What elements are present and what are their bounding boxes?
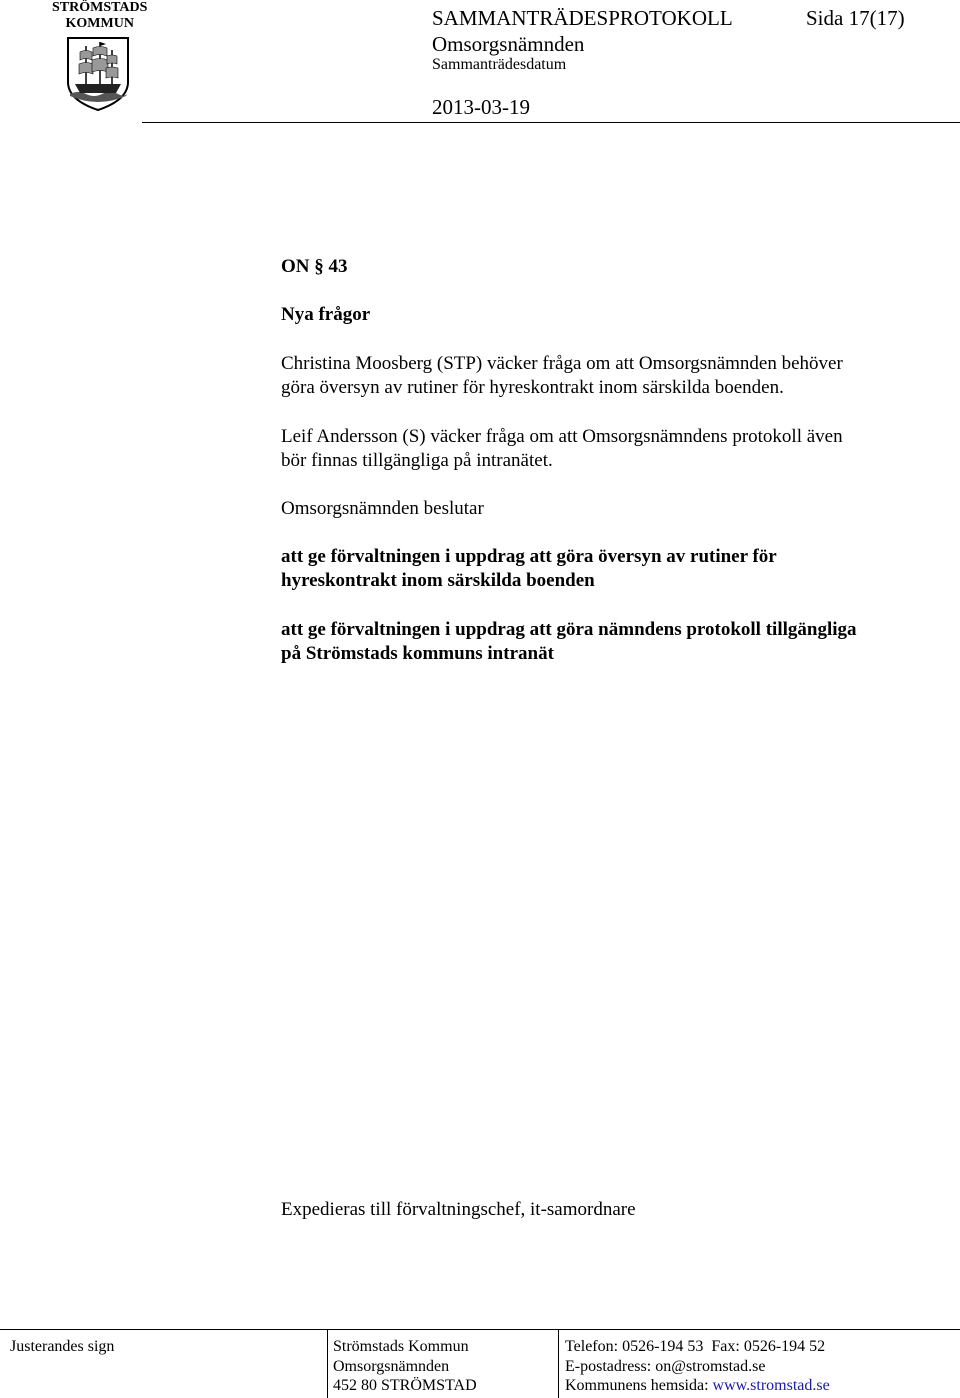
- decision-line: att ge förvaltningen i uppdrag att göra översyn av rutiner för: [281, 546, 777, 567]
- decision-item: [281, 618, 857, 666]
- footer-committee: Omsorgsnämnden: [333, 1357, 450, 1375]
- meeting-date: 2013-03-19: [432, 95, 530, 119]
- paragraph-line: bör finnas tillgängliga på intranätet.: [281, 450, 553, 471]
- decision-item: [281, 545, 777, 593]
- paragraph-line: göra översyn av rutiner för hyreskontrakt inom särskilda boenden.: [281, 377, 784, 398]
- municipality-name: [52, 0, 147, 32]
- signature-label: Justerandes sign: [10, 1338, 115, 1355]
- footer-organization: [333, 1337, 477, 1396]
- paragraph-line: Leif Andersson (S) väcker fråga om att Omsorgsnämndens protokoll även: [281, 426, 843, 447]
- footer-phone-fax: [565, 1337, 830, 1357]
- dispatch-note: Expedieras till förvaltningschef, it-samordnare: [281, 1199, 636, 1220]
- footer-fax: Fax: 0526-194 52: [711, 1338, 826, 1355]
- footer-phone: Telefon: 0526-194 53: [565, 1338, 704, 1355]
- footer-website-label: Kommunens hemsida:: [565, 1377, 709, 1394]
- footer-email[interactable]: E-postadress: on@stromstad.se: [565, 1357, 766, 1375]
- page-number: Sida 17(17): [806, 6, 905, 30]
- decision-heading: Omsorgsnämnden beslutar: [281, 498, 484, 519]
- section-title: Nya frågor: [281, 304, 371, 325]
- municipality-name-line-1: STRÖMSTADS: [52, 0, 148, 15]
- footer-website-line: [565, 1376, 830, 1396]
- paragraph: [281, 425, 843, 473]
- footer-address: 452 80 STRÖMSTAD: [333, 1377, 477, 1394]
- footer-contact: [565, 1337, 830, 1396]
- section-number: ON § 43: [281, 256, 348, 277]
- header-divider: [142, 122, 960, 123]
- meeting-date-label: Sammanträdesdatum: [432, 56, 567, 73]
- municipal-crest-ship-icon: [66, 36, 130, 112]
- committee-name: Omsorgsnämnden: [432, 32, 585, 56]
- municipality-name-line-2: KOMMUN: [65, 16, 134, 31]
- footer-divider: [0, 1329, 960, 1330]
- footer-org-name: Strömstads Kommun: [333, 1338, 469, 1355]
- decision-line: att ge förvaltningen i uppdrag att göra nämndens protokoll tillgängliga: [281, 619, 857, 640]
- decision-line: hyreskontrakt inom särskilda boenden: [281, 570, 595, 591]
- footer-website-link[interactable]: www.stromstad.se: [712, 1377, 830, 1394]
- paragraph: [281, 352, 843, 400]
- footer-column-divider: [327, 1329, 328, 1398]
- footer-column-divider: [558, 1329, 559, 1398]
- document-title: SAMMANTRÄDESPROTOKOLL: [432, 6, 733, 30]
- decision-line: på Strömstads kommuns intranät: [281, 643, 554, 664]
- paragraph-line: Christina Moosberg (STP) väcker fråga om att Omsorgsnämnden behöver: [281, 353, 843, 374]
